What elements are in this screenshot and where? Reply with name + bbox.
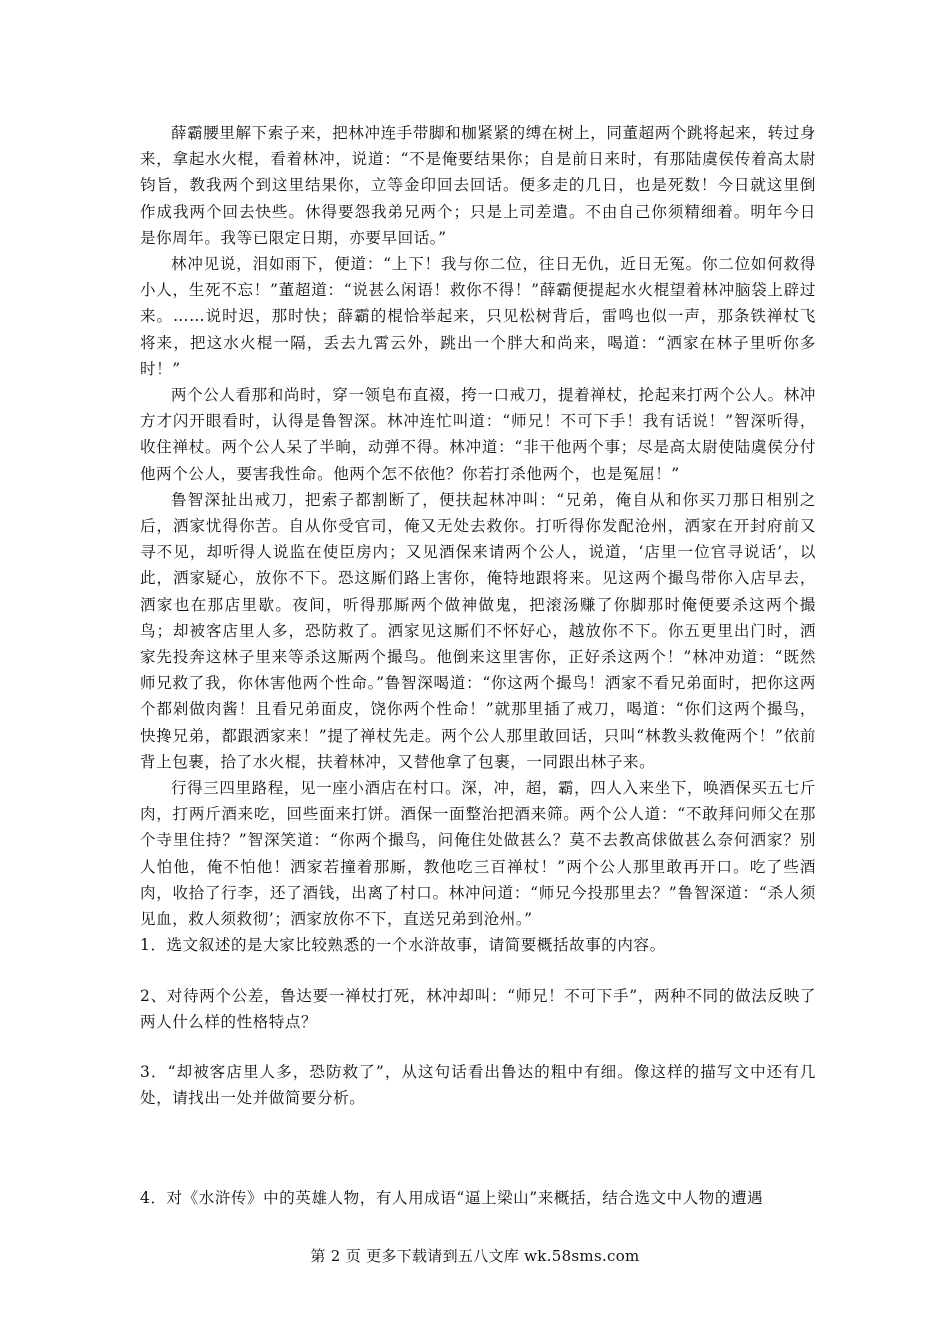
passage-paragraph-5: 行得三四里路程，见一座小酒店在村口。深，冲，超，霸，四人入来坐下，唤酒保买五七斤肉，打两斤酒来吃，回些面来打饼。酒保一面整治把酒来筛。两个公人道：“不敢拜问师父在那个寺里住持？”智深笑道：“你两个撮鸟，问俺住处做甚么？莫不去教高俅做甚么奈何洒家？别人怕他，俺不怕他！洒家若撞着那厮，教他吃三百禅杖！”两个公人那里敢再开口。吃了些酒肉，收拾了行李，还了酒钱，出离了村口。林冲问道：“师兄今投那里去？”鲁智深道：“杀人须见血，救人须救彻’；洒家放你不下，直送兄弟到沧州。” [140, 779, 816, 929]
question-2: 2、对待两个公差，鲁达要一禅杖打死，林冲却叫：“师兄！不可下手”，两种不同的做法反映了两人什么样的性格特点？ [140, 986, 816, 1031]
passage-paragraph-3: 两个公人看那和尚时，穿一领皂布直裰，挎一口戒刀，提着禅杖，抡起来打两个公人。林冲方才闪开眼看时，认得是鲁智深。林冲连忙叫道：“师兄！不可下手！我有话说！”智深听得，收住禅杖。两个公人呆了半晌，动弹不得。林冲道：“非干他两个事；尽是高太尉使陆虞侯分付他两个公人，要害我性命。他两个怎不依他？你若打杀他两个，也是冤屈！” [140, 386, 816, 483]
answer-space-2 [140, 1035, 816, 1059]
question-4: 4．对《水浒传》中的英雄人物，有人用成语“逼上梁山”来概括，结合选文中人物的遭遇 [140, 1189, 764, 1208]
page-footer: 第 2 页 更多下载请到五八文库 wk.58sms.com [310, 1247, 640, 1265]
passage-paragraph-2: 林冲见说，泪如雨下，便道：“上下！我与你二位，往日无仇，近日无冤。你二位如何救得小人，生死不忘！”董超道：“说甚么闲语！救你不得！”薛霸便提起水火棍望着林冲脑袋上辟过来。……说时迟，那时快；薛霸的棍恰举起来，只见松树背后，雷鸣也似一声，那条铁禅杖飞将来，把这水火棍一隔，丢去九霄云外，跳出一个胖大和尚来，喝道：“洒家在林子里听你多时！” [140, 255, 816, 378]
answer-space-1 [140, 959, 816, 983]
passage-paragraph-4: 鲁智深扯出戒刀，把索子都割断了，便扶起林冲叫：“兄弟，俺自从和你买刀那日相别之后，洒家忧得你苦。自从你受官司，俺又无处去救你。打听得你发配沧州，洒家在开封府前又寻不见，却听得人说监在使臣房内；又见酒保来请两个公人，说道，‘店里一位官寻说话’，以此，洒家疑心，放你不下。恐这厮们路上害你，俺特地跟将来。见这两个撮鸟带你入店早去，洒家也在那店里歇。夜间，听得那厮两个做神做鬼，把滚汤赚了你脚那时俺便要杀这两个撮鸟；却被客店里人多，恐防救了。洒家见这厮们不怀好心，越放你不下。你五更里出门时，洒家先投奔这林子里来等杀这厮两个撮鸟。他倒来这里害你，正好杀这两个！”林冲劝道：“既然师兄救了我，你休害他两个性命。”鲁智深喝道：“你这两个撮鸟！洒家不看兄弟面时，把你这两个都剁做肉酱！且看兄弟面皮，饶你两个性命！”就那里插了戒刀，喝道：“你们这两个撮鸟，快搀兄弟，都跟洒家来！”提了禅杖先走。两个公人那里敢回话，只叫“林教头救俺两个！”依前背上包裹，拾了水火棍，扶着林冲，又替他拿了包裹，一同跟出林子来。 [140, 490, 816, 771]
question-1: 1．选文叙述的是大家比较熟悉的一个水浒故事，请简要概括故事的内容。 [140, 936, 666, 955]
question-3: 3．“却被客店里人多，恐防救了”，从这句话看出鲁达的粗中有细。像这样的描写文中还有几处，请找出一处并做简要分析。 [140, 1062, 816, 1108]
passage-paragraph-1: 薛霸腰里解下索子来，把林冲连手带脚和枷紧紧的缚在树上，同董超两个跳将起来，转过身来，拿起水火棍，看着林冲，说道：“不是俺要结果你；自是前日来时，有那陆虞侯传着高太尉钧旨，教我两个到这里结果你，立等金印回去回话。便多走的几日，也是死数！今日就这里倒作成我两个回去快些。休得要怨我弟兄两个；只是上司差遣。不由自己你须精细着。明年今日是你周年。我等已限定日期，亦要早回话。” [140, 124, 816, 247]
answer-space-3 [140, 1111, 816, 1185]
page-content [140, 120, 816, 1212]
